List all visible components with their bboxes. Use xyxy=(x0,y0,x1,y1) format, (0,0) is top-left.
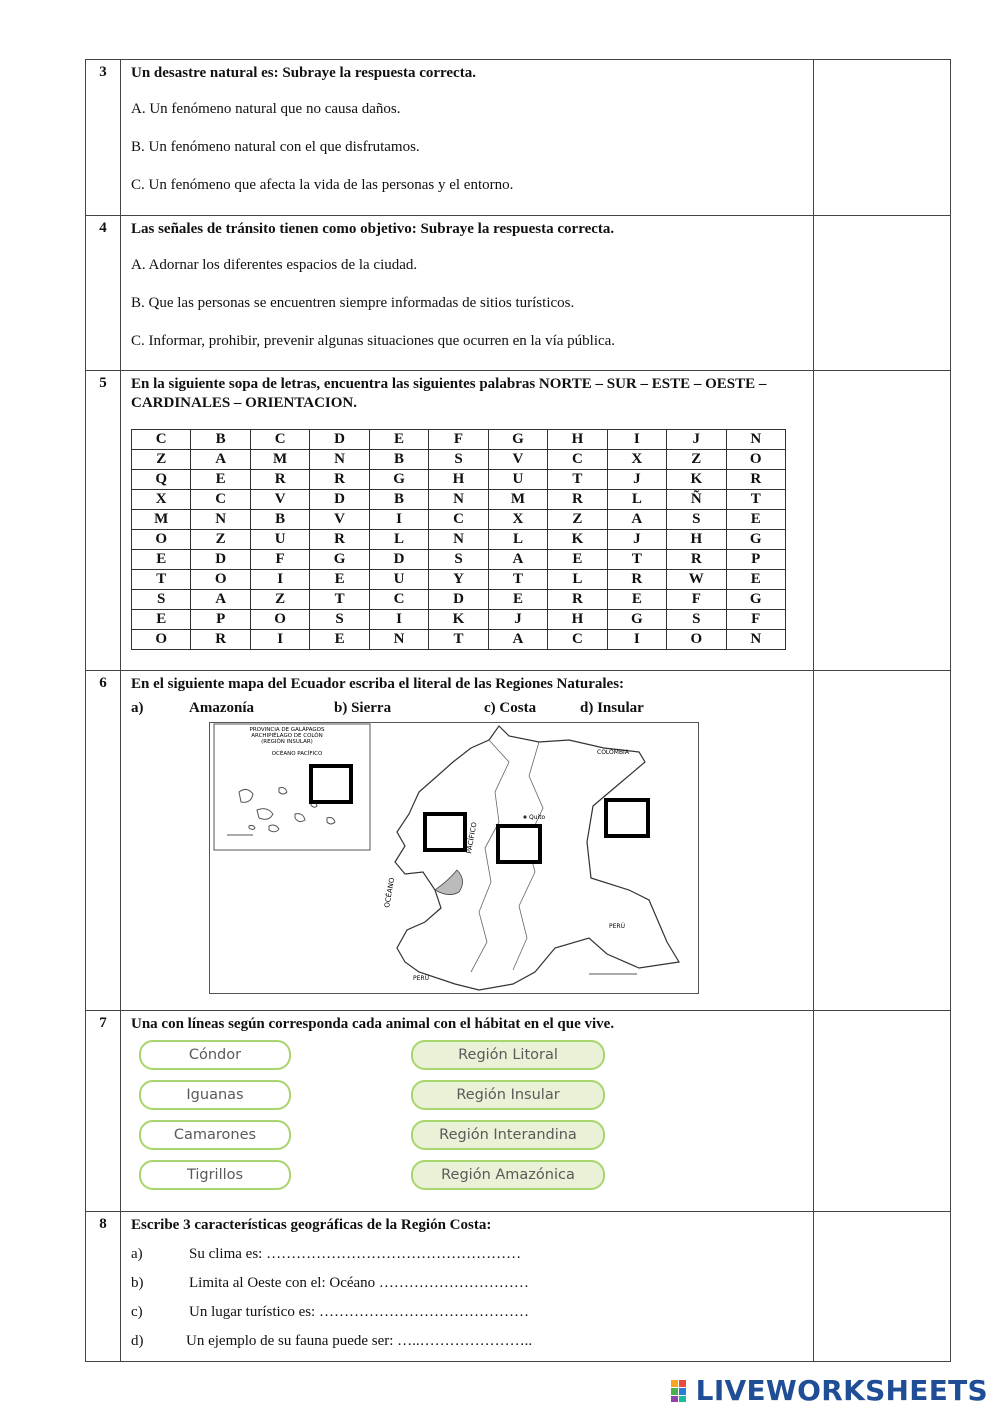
question-text: En la siguiente sopa de letras, encuentra las siguientes palabras NORTE – SUR – ESTE – OESTE – CARDINALES – ORIENTACION. xyxy=(131,376,767,411)
grid-cell[interactable]: I xyxy=(369,510,428,530)
grid-cell[interactable]: G xyxy=(369,470,428,490)
question-text: Una con líneas según corresponda cada animal con el hábitat en el que vive. xyxy=(131,1016,615,1032)
grid-cell[interactable]: S xyxy=(429,450,488,470)
inset-title-3: (REGIÓN INSULAR) xyxy=(261,739,313,745)
item-text: Un lugar turístico es: …………………………………… xyxy=(189,1304,529,1320)
grid-row xyxy=(132,590,786,610)
grid-cell[interactable]: C xyxy=(429,510,488,530)
question-number: 8 xyxy=(86,1212,121,1362)
answer-box-amazonia[interactable] xyxy=(606,800,648,836)
grid-cell[interactable]: U xyxy=(488,470,547,490)
worksheet-table xyxy=(85,59,951,1362)
animal-camarones[interactable]: Camarones xyxy=(139,1120,291,1150)
regions-list xyxy=(131,699,803,718)
habitat-interandina[interactable]: Región Interandina xyxy=(411,1120,605,1150)
score-cell xyxy=(814,1212,951,1362)
grid-cell[interactable]: C xyxy=(250,430,309,450)
region-insular: d) Insular xyxy=(580,700,644,716)
question-number: 4 xyxy=(86,216,121,371)
grid-cell[interactable]: G xyxy=(726,590,785,610)
grid-cell[interactable]: O xyxy=(726,450,785,470)
inset-title-2: ARCHIPIÉLAGO DE COLÓN xyxy=(251,733,323,739)
grid-cell[interactable]: W xyxy=(667,570,726,590)
grid-row xyxy=(132,490,786,510)
question-row-6 xyxy=(86,671,951,1011)
score-cell xyxy=(814,671,951,1011)
grid-cell[interactable]: D xyxy=(310,490,369,510)
grid-cell[interactable]: T xyxy=(607,550,666,570)
item-text: Su clima es: …………………………………………… xyxy=(189,1246,522,1262)
grid-cell[interactable]: N xyxy=(429,490,488,510)
grid-cell[interactable]: O xyxy=(132,630,191,650)
question-text: Escribe 3 características geográficas de la Región Costa: xyxy=(131,1217,492,1233)
grid-cell[interactable]: S xyxy=(310,610,369,630)
answer-box-insular[interactable] xyxy=(311,766,351,802)
option-a[interactable]: A. Adornar los diferentes espacios de la ciudad. xyxy=(131,257,418,273)
grid-cell[interactable]: A xyxy=(191,450,250,470)
grid-row xyxy=(132,550,786,570)
question-text: En el siguiente mapa del Ecuador escriba el literal de las Regiones Naturales: xyxy=(131,676,625,692)
grid-cell[interactable]: G xyxy=(310,550,369,570)
grid-cell[interactable]: M xyxy=(488,490,547,510)
grid-cell[interactable]: R xyxy=(726,470,785,490)
oceano-label: OCÉANO xyxy=(383,877,397,909)
grid-cell[interactable]: F xyxy=(250,550,309,570)
option-a[interactable]: A. Un fenómeno natural que no causa daños. xyxy=(131,101,401,117)
grid-cell[interactable]: J xyxy=(667,430,726,450)
grid-cell[interactable]: J xyxy=(488,610,547,630)
peru-east-label: PERÚ xyxy=(609,923,625,930)
grid-cell[interactable]: H xyxy=(429,470,488,490)
grid-cell[interactable]: E xyxy=(726,510,785,530)
grid-cell[interactable]: D xyxy=(310,430,369,450)
grid-cell[interactable]: B xyxy=(250,510,309,530)
grid-cell[interactable]: S xyxy=(667,510,726,530)
grid-cell[interactable]: G xyxy=(726,530,785,550)
grid-cell[interactable]: T xyxy=(488,570,547,590)
score-cell xyxy=(814,60,951,216)
grid-row xyxy=(132,470,786,490)
grid-cell[interactable]: X xyxy=(488,510,547,530)
animal-condor[interactable]: Cóndor xyxy=(139,1040,291,1070)
habitat-litoral[interactable]: Región Litoral xyxy=(411,1040,605,1070)
question-number: 6 xyxy=(86,671,121,1011)
grid-cell[interactable]: O xyxy=(132,530,191,550)
grid-cell[interactable]: L xyxy=(607,490,666,510)
item-label: c) xyxy=(131,1304,143,1320)
colombia-label: COLOMBIA xyxy=(597,749,629,756)
grid-cell[interactable]: T xyxy=(132,570,191,590)
grid-row xyxy=(132,630,786,650)
grid-cell[interactable]: J xyxy=(607,530,666,550)
grid-cell[interactable]: C xyxy=(191,490,250,510)
grid-cell[interactable]: M xyxy=(132,510,191,530)
grid-cell[interactable]: D xyxy=(369,550,428,570)
question-cell xyxy=(121,1212,814,1362)
grid-cell[interactable]: Ñ xyxy=(667,490,726,510)
grid-cell[interactable]: T xyxy=(726,490,785,510)
grid-cell[interactable]: K xyxy=(548,530,607,550)
score-cell xyxy=(814,216,951,371)
liveworksheets-logo-icon xyxy=(670,1379,694,1403)
word-search-grid[interactable] xyxy=(131,429,786,650)
grid-row xyxy=(132,530,786,550)
answer-line-c[interactable] xyxy=(131,1303,803,1322)
grid-cell[interactable]: V xyxy=(310,510,369,530)
grid-cell[interactable]: K xyxy=(667,470,726,490)
grid-cell[interactable]: E xyxy=(548,550,607,570)
question-number: 7 xyxy=(86,1011,121,1212)
pacifico-label: PACÍFICO xyxy=(465,821,479,855)
grid-cell[interactable]: Z xyxy=(191,530,250,550)
item-label: a) xyxy=(131,1246,143,1262)
grid-cell[interactable]: S xyxy=(667,610,726,630)
grid-cell[interactable]: T xyxy=(548,470,607,490)
grid-row xyxy=(132,430,786,450)
score-cell xyxy=(814,1011,951,1212)
grid-cell[interactable]: H xyxy=(548,430,607,450)
grid-cell[interactable]: Z xyxy=(548,510,607,530)
grid-cell[interactable]: J xyxy=(607,470,666,490)
grid-cell[interactable]: P xyxy=(726,550,785,570)
answer-box-sierra[interactable] xyxy=(498,826,540,862)
grid-cell[interactable]: B xyxy=(191,430,250,450)
peru-south-label: PERÚ xyxy=(413,975,429,982)
grid-cell[interactable]: G xyxy=(607,610,666,630)
grid-row xyxy=(132,610,786,630)
inset-title-1: PROVINCIA DE GALÁPAGOS xyxy=(249,727,325,733)
question-number: 3 xyxy=(86,60,121,216)
grid-cell[interactable]: C xyxy=(548,450,607,470)
grid-cell[interactable]: R xyxy=(548,490,607,510)
grid-cell[interactable]: E xyxy=(132,550,191,570)
grid-cell[interactable]: H xyxy=(667,530,726,550)
grid-row xyxy=(132,570,786,590)
grid-cell[interactable]: Z xyxy=(667,450,726,470)
question-text: Un desastre natural es: Subraye la respuesta correcta. xyxy=(131,65,476,81)
grid-cell[interactable]: R xyxy=(310,530,369,550)
question-row-4 xyxy=(86,216,951,371)
grid-cell[interactable]: B xyxy=(369,490,428,510)
grid-cell[interactable]: C xyxy=(369,590,428,610)
question-row-3 xyxy=(86,60,951,216)
grid-cell[interactable]: I xyxy=(369,610,428,630)
grid-cell[interactable]: P xyxy=(191,610,250,630)
question-cell xyxy=(121,216,814,371)
grid-cell[interactable]: D xyxy=(191,550,250,570)
grid-cell[interactable]: B xyxy=(369,450,428,470)
grid-cell[interactable]: E xyxy=(369,430,428,450)
grid-cell[interactable]: O xyxy=(667,630,726,650)
option-b[interactable]: B. Que las personas se encuentren siempre informadas de sitios turísticos. xyxy=(131,295,575,311)
grid-cell[interactable]: S xyxy=(429,550,488,570)
ecuador-map xyxy=(209,722,699,994)
animal-tigrillos[interactable]: Tigrillos xyxy=(139,1160,291,1190)
grid-cell[interactable]: I xyxy=(250,630,309,650)
region-label-a: a) xyxy=(131,700,144,716)
region-sierra: b) Sierra xyxy=(334,700,392,716)
grid-cell[interactable]: O xyxy=(250,610,309,630)
grid-cell[interactable]: U xyxy=(369,570,428,590)
grid-cell[interactable]: I xyxy=(607,630,666,650)
option-c[interactable]: C. Un fenómeno que afecta la vida de las personas y el entorno. xyxy=(131,177,514,193)
ecuador-map-drawing xyxy=(209,722,699,994)
grid-cell[interactable]: Z xyxy=(250,590,309,610)
grid-cell[interactable]: E xyxy=(191,470,250,490)
score-cell xyxy=(814,371,951,671)
grid-cell[interactable]: D xyxy=(429,590,488,610)
question-cell xyxy=(121,371,814,671)
question-number: 5 xyxy=(86,371,121,671)
grid-cell[interactable]: U xyxy=(250,530,309,550)
quito-label: Quito xyxy=(529,814,546,821)
habitat-amazonica[interactable]: Región Amazónica xyxy=(411,1160,605,1190)
answer-line-d[interactable] xyxy=(131,1332,803,1351)
grid-cell[interactable]: T xyxy=(429,630,488,650)
grid-cell[interactable]: Y xyxy=(429,570,488,590)
grid-cell[interactable]: O xyxy=(191,570,250,590)
grid-cell[interactable]: A xyxy=(488,630,547,650)
grid-cell[interactable]: G xyxy=(488,430,547,450)
item-text: Un ejemplo de su fauna puede ser: …..………………….. xyxy=(186,1333,533,1349)
grid-cell[interactable]: E xyxy=(132,610,191,630)
grid-cell[interactable]: A xyxy=(607,510,666,530)
grid-cell[interactable]: A xyxy=(488,550,547,570)
grid-cell[interactable]: M xyxy=(250,450,309,470)
grid-cell[interactable]: R xyxy=(548,590,607,610)
item-text: Limita al Oeste con el: Océano ………………………… xyxy=(189,1275,529,1291)
grid-cell[interactable]: I xyxy=(607,430,666,450)
grid-row xyxy=(132,450,786,470)
grid-cell[interactable]: S xyxy=(132,590,191,610)
grid-cell[interactable]: R xyxy=(607,570,666,590)
grid-cell[interactable]: R xyxy=(667,550,726,570)
item-label: d) xyxy=(131,1333,144,1349)
option-b[interactable]: B. Un fenómeno natural con el que disfrutamos. xyxy=(131,139,420,155)
question-row-8 xyxy=(86,1212,951,1362)
matching-area xyxy=(131,1034,803,1204)
grid-cell[interactable]: H xyxy=(548,610,607,630)
grid-cell[interactable]: E xyxy=(488,590,547,610)
grid-cell[interactable]: E xyxy=(310,630,369,650)
grid-cell[interactable]: V xyxy=(250,490,309,510)
question-cell xyxy=(121,1011,814,1212)
grid-cell[interactable]: E xyxy=(726,570,785,590)
habitat-insular[interactable]: Región Insular xyxy=(411,1080,605,1110)
grid-cell[interactable]: L xyxy=(548,570,607,590)
answer-box-costa[interactable] xyxy=(425,814,465,850)
region-costa: c) Costa xyxy=(484,700,537,716)
grid-cell[interactable]: C xyxy=(132,430,191,450)
question-cell xyxy=(121,671,814,1011)
question-cell xyxy=(121,60,814,216)
question-row-7 xyxy=(86,1011,951,1212)
inset-ocean-label: OCÉANO PACÍFICO xyxy=(271,751,323,757)
grid-cell[interactable]: F xyxy=(726,610,785,630)
grid-cell[interactable]: L xyxy=(488,530,547,550)
grid-cell[interactable]: F xyxy=(667,590,726,610)
grid-cell[interactable]: N xyxy=(429,530,488,550)
answer-line-b[interactable] xyxy=(131,1274,803,1293)
grid-cell[interactable]: E xyxy=(607,590,666,610)
grid-row xyxy=(132,510,786,530)
grid-cell[interactable]: T xyxy=(310,590,369,610)
grid-cell[interactable]: R xyxy=(310,470,369,490)
grid-cell[interactable]: V xyxy=(488,450,547,470)
grid-cell[interactable]: N xyxy=(369,630,428,650)
grid-cell[interactable]: F xyxy=(429,430,488,450)
grid-cell[interactable]: N xyxy=(310,450,369,470)
grid-cell[interactable]: R xyxy=(191,630,250,650)
answer-line-a[interactable] xyxy=(131,1245,803,1264)
question-row-5 xyxy=(86,371,951,671)
grid-cell[interactable]: N xyxy=(191,510,250,530)
option-c[interactable]: C. Informar, prohibir, prevenir algunas situaciones que ocurren en la vía pública. xyxy=(131,333,616,349)
grid-cell[interactable]: C xyxy=(548,630,607,650)
grid-cell[interactable]: N xyxy=(726,430,785,450)
grid-cell[interactable]: N xyxy=(726,630,785,650)
question-text: Las señales de tránsito tienen como objetivo: Subraye la respuesta correcta. xyxy=(131,221,615,237)
grid-cell[interactable]: A xyxy=(191,590,250,610)
grid-cell[interactable]: L xyxy=(369,530,428,550)
footer-brand[interactable] xyxy=(670,1374,988,1407)
grid-cell[interactable]: R xyxy=(250,470,309,490)
grid-cell[interactable]: X xyxy=(132,490,191,510)
animal-iguanas[interactable]: Iguanas xyxy=(139,1080,291,1110)
item-label: b) xyxy=(131,1275,144,1291)
grid-cell[interactable]: K xyxy=(429,610,488,630)
grid-cell[interactable]: Q xyxy=(132,470,191,490)
region-amazonia: Amazonía xyxy=(189,700,254,716)
grid-cell[interactable]: E xyxy=(310,570,369,590)
grid-cell[interactable]: I xyxy=(250,570,309,590)
grid-cell[interactable]: X xyxy=(607,450,666,470)
grid-cell[interactable]: Z xyxy=(132,450,191,470)
brand-name: LIVEWORKSHEETS xyxy=(695,1374,988,1407)
